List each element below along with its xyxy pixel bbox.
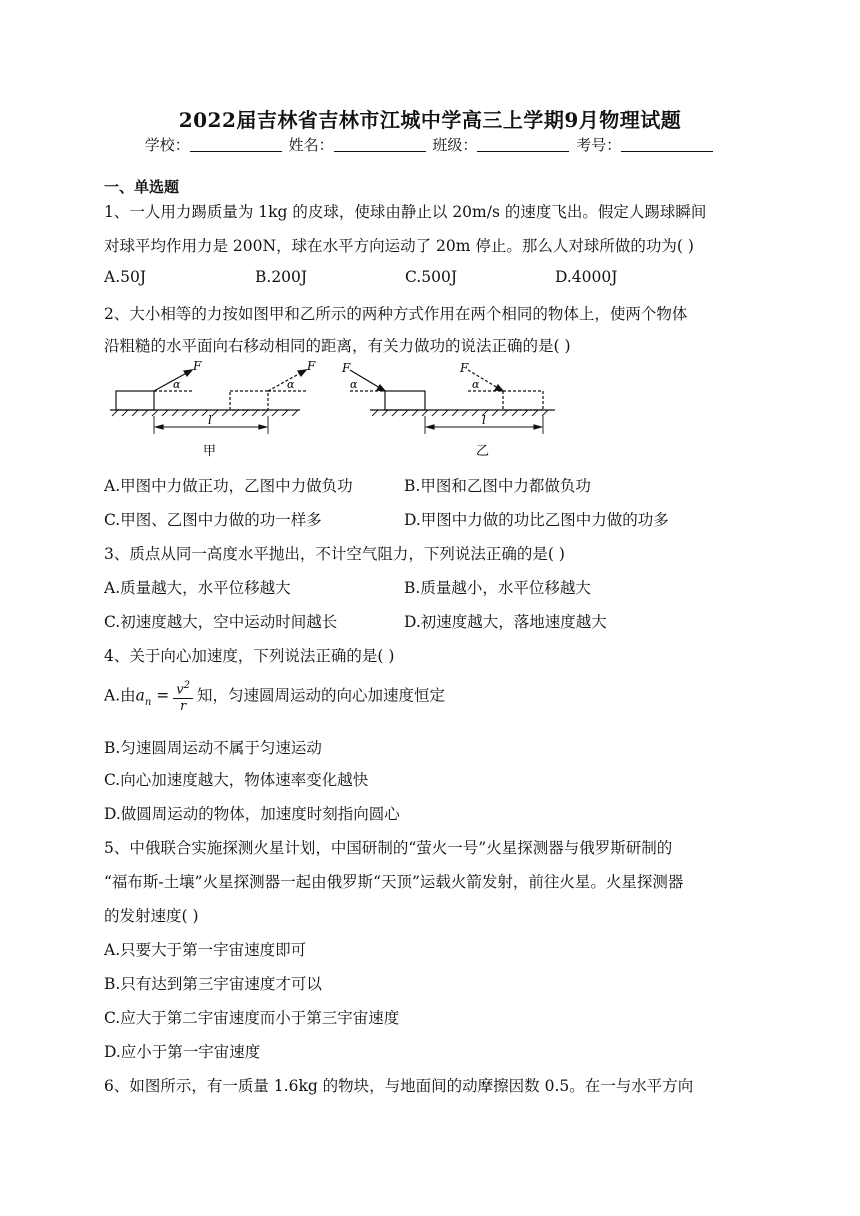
q6-line1: 6、如图所示，有一质量 1.6kg 的物块，与地面间的动摩擦因数 0.5。在一与水平方向 — [104, 1077, 694, 1095]
jia-distance-label: l — [208, 413, 212, 427]
q2-line2: 沿粗糙的水平面向右移动相同的距离，有关力做功的说法正确的是( ) — [104, 337, 571, 355]
q1-line2: 对球平均作用力是 200N，球在水平方向运动了 20m 停止。那么人对球所做的功为( ) — [104, 237, 694, 255]
q1-option-b: B.200J — [255, 268, 308, 286]
exam-no-label: 考号： — [576, 136, 622, 154]
jia-angle-label-2: α — [287, 378, 295, 391]
q5-option-a: A.只要大于第一宇宙速度即可 — [104, 941, 307, 959]
yi-force-label: F — [342, 361, 351, 375]
formula-sub: n — [144, 696, 152, 708]
student-info-row — [0, 134, 860, 155]
formula-num: v — [176, 682, 184, 698]
q5-line3: 的发射速度( ) — [104, 907, 199, 925]
q5-option-d: D.应小于第一宇宙速度 — [104, 1043, 261, 1061]
yi-distance-label: l — [482, 413, 486, 427]
yi-angle-label: α — [350, 378, 358, 391]
yi-caption: 乙 — [476, 444, 490, 459]
q4-option-a-suffix: 知，匀速圆周运动的向心加速度恒定 — [196, 686, 445, 705]
jia-force-label-2: F — [307, 359, 316, 373]
q3-option-d: D.初速度越大，落地速度越大 — [404, 613, 607, 631]
q1-option-a: A.50J — [104, 268, 147, 286]
q2-option-c: C.甲图、乙图中力做的功一样多 — [104, 511, 322, 529]
q4-option-c: C.向心加速度越大，物体速率变化越快 — [104, 771, 369, 789]
school-label: 学校： — [144, 136, 190, 154]
exam-no-blank[interactable] — [621, 137, 713, 152]
q1-option-c: C.500J — [405, 268, 458, 286]
section-heading: 一、单选题 — [104, 178, 180, 196]
name-label: 姓名： — [288, 136, 334, 154]
yi-force-label-2: F — [460, 361, 469, 375]
formula-lhs: a — [135, 686, 145, 705]
q4-line1: 4、关于向心加速度，下列说法正确的是( ) — [104, 647, 395, 665]
q4-option-d: D.做圆周运动的物体，加速度时刻指向圆心 — [104, 805, 400, 823]
jia-angle-label: α — [173, 378, 181, 391]
q5-option-c: C.应大于第二宇宙速度而小于第三宇宙速度 — [104, 1009, 400, 1027]
q3-option-b: B.质量越小，水平位移越大 — [404, 579, 591, 597]
q2-line1: 2、大小相等的力按如图甲和乙所示的两种方式作用在两个相同的物体上，使两个物体 — [104, 305, 688, 323]
formula-fraction — [173, 678, 193, 715]
q3-option-a: A.质量越大，水平位移越大 — [104, 579, 291, 597]
q5-line2: “福布斯-土壤”火星探测器一起由俄罗斯“天顶”运载火箭发射，前往火星。火星探测器 — [104, 873, 684, 891]
formula-sup: 2 — [183, 680, 190, 691]
yi-angle-label-2: α — [472, 378, 480, 391]
q3-line1: 3、质点从同一高度水平抛出，不计空气阻力，下列说法正确的是( ) — [104, 545, 565, 563]
class-blank[interactable] — [477, 137, 569, 152]
q1-option-d: D.4000J — [555, 268, 618, 286]
q3-option-c: C.初速度越大，空中运动时间越长 — [104, 613, 338, 631]
q2-option-b: B.甲图和乙图中力都做负功 — [404, 477, 591, 495]
q4-option-a-prefix: A.由 — [104, 686, 136, 705]
class-label: 班级： — [432, 136, 478, 154]
jia-force-label: F — [193, 359, 202, 373]
figure-yi — [350, 370, 555, 434]
jia-caption: 甲 — [203, 444, 217, 459]
q5-line1: 5、中俄联合实施探测火星计划，中国研制的“萤火一号”火星探测器与俄罗斯研制的 — [104, 839, 673, 857]
school-blank[interactable] — [190, 137, 282, 152]
name-blank[interactable] — [334, 137, 426, 152]
q2-option-d: D.甲图中力做的功比乙图中力做的功多 — [404, 511, 669, 529]
q4-option-b: B.匀速圆周运动不属于匀速运动 — [104, 739, 322, 757]
q2-option-a: A.甲图中力做正功，乙图中力做负功 — [104, 477, 353, 495]
q1-line1: 1、一人用力踢质量为 1kg 的皮球，使球由静止以 20m/s 的速度飞出。假定人踢球瞬间 — [104, 203, 707, 221]
q5-option-b: B.只有达到第三宇宙速度才可以 — [104, 975, 322, 993]
q2-force-diagram — [100, 358, 560, 460]
q4-option-a: A.由$a_n$ = $\frac{v^2}{r}$ 知，匀速圆周运动的向心加速度恒定 — [104, 680, 445, 715]
page-title: 2022届吉林省吉林市江城中学高三上学期9月物理试题 — [178, 108, 682, 132]
formula-den: r — [180, 699, 187, 715]
